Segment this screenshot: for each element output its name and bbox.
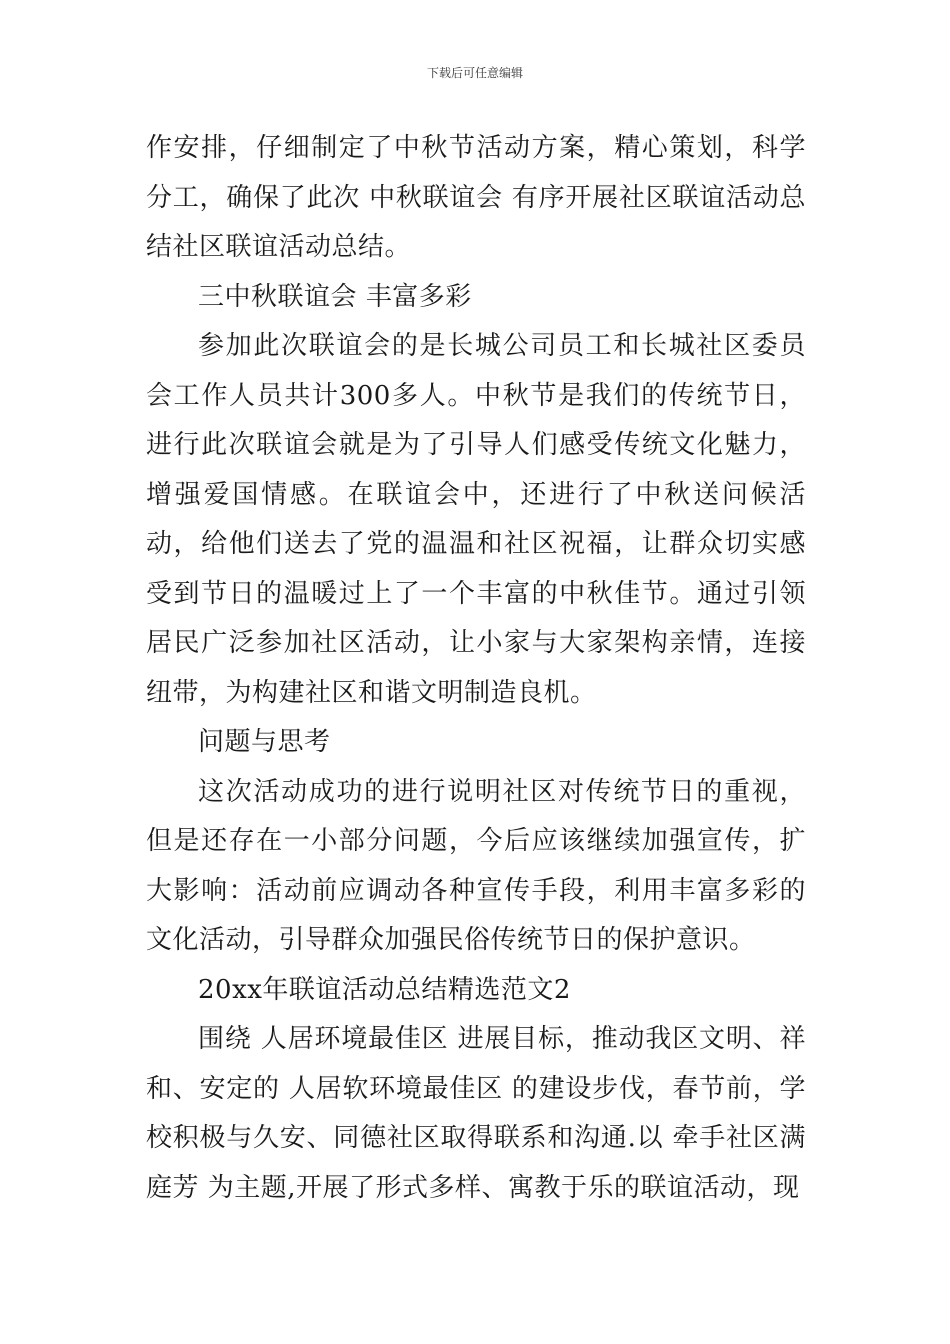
document-body [146, 124, 806, 1213]
paragraph-1: 作安排，仔细制定了中秋节活动方案，精心策划，科学分工，确保了此次 中秋联谊会 有序开展社区联谊活动总结社区联谊活动总结。 [146, 133, 806, 262]
paragraph-2: 参加此次联谊会的是长城公司员工和长城社区委员会工作人员共计300多人。中秋节是我们的传统节日，进行此次联谊会就是为了引导人们感受传统文化魅力，增强爱国情感。在联谊会中，还进行了中秋送问候活动，给他们送去了党的温温和社区祝福，让群众切实感受到节日的温暖过上了一个丰富的中秋佳节。通过引领居民广泛参加社区活动，让小家与大家架构亲情，连接纽带，为构建社区和谐文明制造良机。 [146, 331, 806, 708]
page-header-note: 下载后可任意编辑 [426, 66, 523, 80]
paragraph-4: 围绕 人居环境最佳区 进展目标，推动我区文明、祥和、安定的 人居软环境最佳区 的建设步伐，春节前，学校积极与久安、同德社区取得联系和沟通.以 牵手社区满庭芳 为主题,开展了形式多样、寓教于乐的联谊活动，现 [146, 1024, 806, 1203]
section-heading-gala: 三中秋联谊会 丰富多彩 [198, 281, 472, 312]
section-heading-sample-2: 20xx年联谊活动总结精选范文2 [198, 974, 571, 1005]
section-heading-issues: 问题与思考 [198, 727, 331, 757]
paragraph-3: 这次活动成功的进行说明社区对传统节日的重视，但是还存在一小部分问题，今后应该继续加强宣传，扩大影响：活动前应调动各种宣传手段，利用丰富多彩的文化活动，引导群众加强民俗传统节日的保护意识。 [146, 776, 806, 955]
